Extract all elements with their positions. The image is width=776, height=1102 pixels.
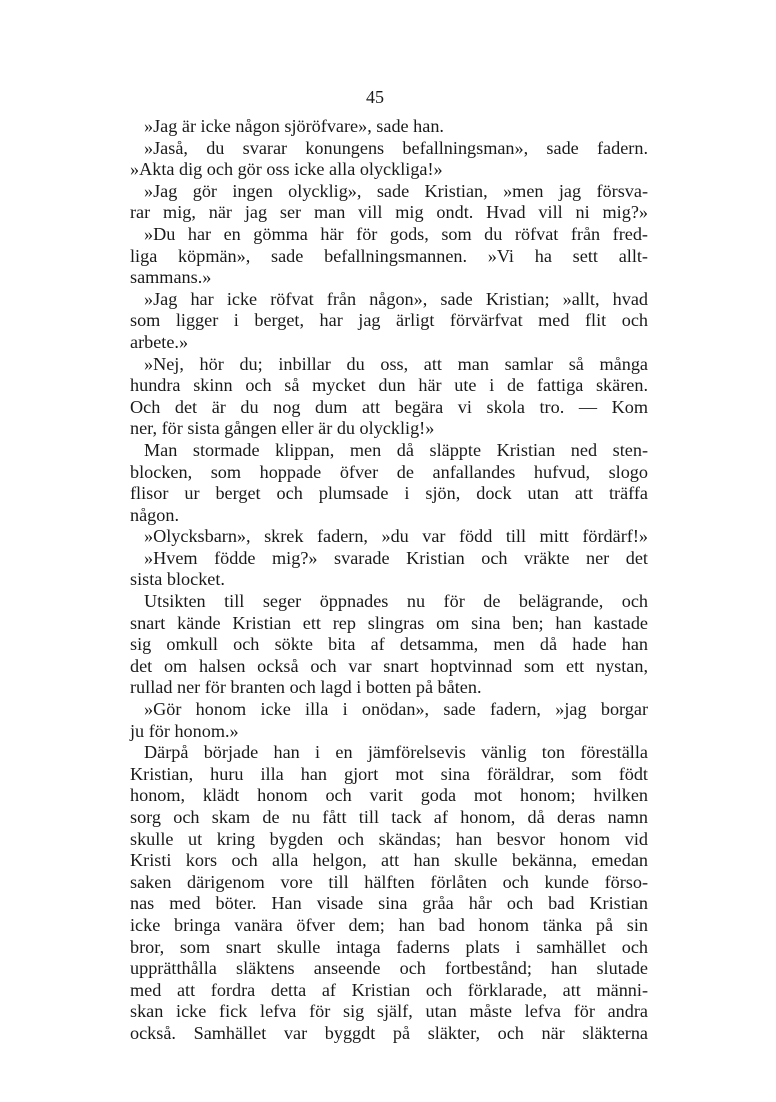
text-line: det om halsen också och var snart hoptvinnad som ett nystan, [130, 655, 648, 676]
text-line: Och det är du nog dum att begära vi skola tro. — Kom [130, 396, 648, 417]
text-line: sorg och skam de nu fått till tack af honom, då deras namn [130, 807, 648, 827]
text-line: »Hvem födde mig?» svarade Kristian och vräkte ner det [144, 547, 648, 568]
body-text [130, 116, 648, 1045]
text-line: Man stormade klippan, men då släppte Kristian ned sten- [144, 439, 648, 460]
text-line: »Jag har icke röfvat från någon», sade Kristian; »allt, hvad [144, 288, 648, 309]
text-line: snart kände Kristian ett rep slingras om sina ben; han kastade [130, 612, 648, 633]
text-line: skan icke fick lefva för sig själf, utan måste lefva för andra [130, 1001, 648, 1022]
text-line: ju för honom.» [130, 720, 239, 741]
text-line: arbete.» [130, 331, 189, 352]
text-line: skulle ut kring bygden och skändas; han besvor honom vid [130, 828, 648, 849]
text-line: också. Samhället var byggdt på släkter, och när släkterna [130, 1022, 648, 1043]
text-line: Därpå började han i en jämförelsevis vänlig ton föreställa [144, 742, 648, 763]
text-line: Utsikten till seger öppnades nu för de belägrande, och [144, 591, 648, 612]
text-line: ner, för sista gången eller är du olycklig!» [130, 418, 435, 439]
text-line: blocken, som hoppade öfver de anfallandes hufvud, slogo [130, 461, 648, 482]
text-line: nas med böter. Han visade sina gråa hår och bad Kristian [130, 893, 648, 914]
text-line: Kristian, huru illa han gjort mot sina föräldrar, som födt [130, 763, 648, 784]
text-line: någon. [130, 504, 179, 525]
text-line: med att fordra detta af Kristian och förklarade, att männi- [130, 979, 648, 1000]
text-line: upprätthålla släktens anseende och fortbestånd; han slutade [130, 958, 648, 979]
page-number: 45 [366, 87, 384, 107]
text-line: saken därigenom vore till hälften förlåten och kunde förso- [130, 871, 648, 892]
text-line: bror, som snart skulle intaga faderns plats i samhället och [130, 936, 648, 957]
text-line: honom, klädt honom och varit goda mot honom; hvilken [130, 785, 648, 806]
text-line: rar mig, när jag ser man vill mig ondt. Hvad vill ni mig?» [130, 202, 648, 223]
text-line: som ligger i berget, har jag ärligt förvärfvat med flit och [130, 310, 648, 331]
text-line: »Gör honom icke illa i onödan», sade fadern, »jag borgar [144, 699, 648, 720]
text-line: »Olycksbarn», skrek fadern, »du var född till mitt fördärf!» [144, 526, 648, 547]
text-line: hundra skinn och så mycket dun här ute i de fattiga skären. [130, 375, 648, 396]
text-line: Kristi kors och alla helgon, att han skulle bekänna, emedan [130, 850, 648, 871]
text-line: liga köpmän», sade befallningsmannen. »Vi ha sett allt- [130, 245, 648, 266]
text-line: sig omkull och sökte bita af detsamma, men då hade han [130, 634, 648, 655]
text-line: flisor ur berget och plumsade i sjön, dock utan att träffa [130, 483, 648, 504]
text-line: sammans.» [130, 267, 212, 288]
text-line: rullad ner för branten och lagd i botten på båten. [130, 677, 482, 698]
text-line: »Du har en gömma här för gods, som du röfvat från fred- [144, 223, 648, 244]
text-line: »Jag är icke någon sjöröfvare», sade han. [144, 116, 444, 136]
text-line: sista blocket. [130, 569, 225, 590]
text-line: »Nej, hör du; inbillar du oss, att man samlar så många [144, 353, 648, 374]
text-line: »Akta dig och gör oss icke alla olyckliga!» [130, 159, 443, 180]
text-line: »Jaså, du svarar konungens befallningsman», sade fadern. [144, 137, 648, 158]
text-line: »Jag gör ingen olycklig», sade Kristian, »men jag försva- [144, 180, 648, 201]
text-line: icke bringa vanära öfver dem; han bad honom tänka på sin [130, 914, 648, 935]
